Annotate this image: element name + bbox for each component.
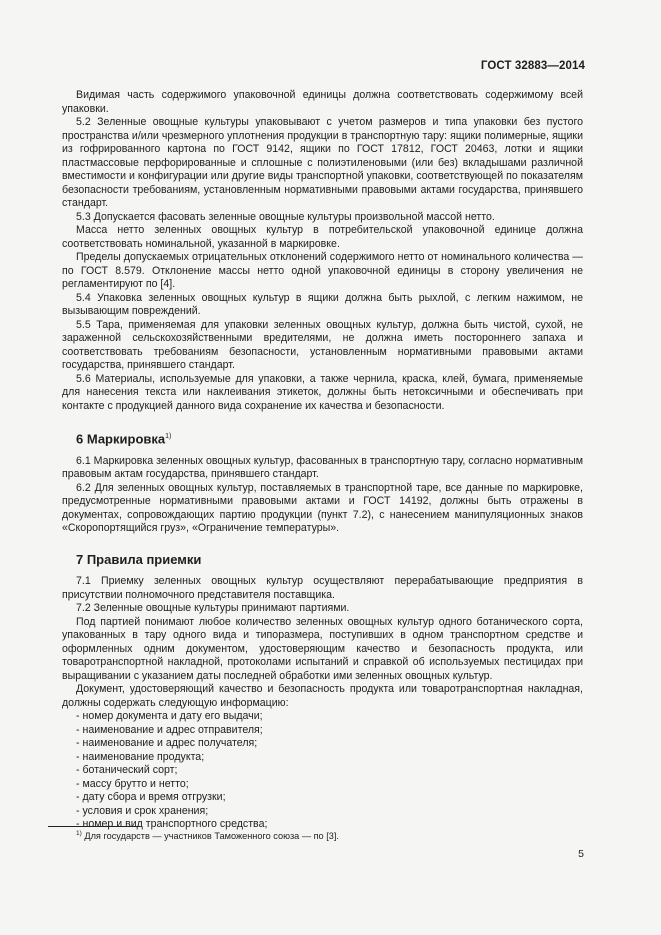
paragraph: Видимая часть содержимого упаковочной единицы должна соответствовать содержимому всей упаковки.	[62, 89, 583, 115]
list-item: - номер документа и дату его выдачи;	[76, 710, 263, 723]
required-info-list	[62, 710, 583, 832]
page-number: 5	[578, 848, 584, 860]
section-heading-marking	[62, 430, 583, 446]
paragraph: Под партией понимают любое количество зеленных овощных культур одного ботанического сорта, упакованных в тару одного вида и типоразмера, поступивших в одном транспортном средстве и оформленных одним документом, удостоверяющим качество и безопасность продукта, или товаротранспортной накладной, протоколами испытаний и справкой об используемых пестицидах при выращивании с указанием даты последней обработки ими зеленных овощных культур.	[62, 615, 583, 682]
list-item: - условия и срок хранения;	[76, 804, 209, 817]
page-body	[62, 89, 583, 832]
list-item: - дату сбора и время отгрузки;	[76, 791, 226, 804]
paragraph: 5.4 Упаковка зеленных овощных культур в ящики должна быть рыхлой, с легким нажимом, не вызывающим повреждений.	[62, 291, 583, 317]
paragraph: Масса нетто зеленных овощных культур в потребительской упаковочной единице должна соответствовать номинальной, указанной в маркировке.	[62, 224, 583, 250]
footnote	[76, 830, 339, 841]
section-heading-acceptance: 7 Правила приемки	[76, 551, 202, 567]
list-item: - ботанический сорт;	[76, 764, 178, 777]
list-item: - наименование и адрес получателя;	[76, 737, 258, 750]
footnote-mark: 1)	[76, 830, 82, 837]
document-number: ГОСТ 32883—2014	[480, 60, 585, 72]
paragraph: Пределы допускаемых отрицательных отклонений содержимого нетто от номинального количества — по ГОСТ 8.579. Отклонение массы нетто одной упаковочной единицы в сторону увеличения не регламентируют по [4].	[62, 251, 583, 290]
footnote-divider	[48, 826, 140, 827]
section-title: 6 Маркировка	[76, 431, 166, 447]
paragraph: 6.1 Маркировка зеленных овощных культур, фасованных в транспортную тару, согласно нормативным правовым актам государства, принявшего стандарт.	[62, 454, 583, 481]
paragraph: 6.2 Для зеленных овощных культур, поставляемых в транспортной таре, все данные по маркировке, предусмотренные нормативными правовыми актами и ГОСТ 14192, должны быть отражены в документах, сопровождающих партию продукции (пункт 7.2), с нанесением манипуляционных знаков «Скоропортящийся груз», «Ограничение температуры».	[62, 481, 583, 535]
list-item: - массу брутто и нетто;	[76, 777, 189, 790]
paragraph: 7.1 Приемку зеленных овощных культур осуществляют перерабатывающие предприятия в присутствии полномочного представителя поставщика.	[62, 575, 583, 601]
paragraph: 5.2 Зеленные овощные культуры упаковывают с учетом размеров и типа упаковки без пустого пространства и/или чрезмерного уплотнения продукции в транспортную тару: ящики полимерные, ящики из гофрированного картона по ГОСТ 9142, ящики по ГОСТ 17812, ГОСТ 20463, лотки и ящики пластмассовые перфорированные и сплошные с полиэтиленовыми (или без) вкладышами различной вместимости и конфигурации или другие виды транспортной упаковки, соответствующей по показателям безопасности требованиям, установленным нормативными правовыми актами государства, принявшего стандарт.	[62, 116, 583, 209]
list-item: - наименование и адрес отправителя;	[76, 723, 263, 736]
paragraph: 5.3 Допускается фасовать зеленные овощные культуры произвольной массой нетто.	[76, 210, 495, 223]
paragraph: Документ, удостоверяющий качество и безопасность продукта или товаротранспортная накладная, должны содержать следующую информацию:	[62, 683, 583, 709]
paragraph: 5.5 Тара, применяемая для упаковки зеленных овощных культур, должна быть чистой, сухой, не зараженной сельскохозяйственными вредителями, не должна иметь постороннего запаха и соответствовать требованиям безопасности, установленным нормативными правовыми актами государства, принявшего стандарт.	[62, 318, 583, 371]
paragraph: 5.6 Материалы, используемые для упаковки, а также чернила, краска, клей, бумага, применяемые для нанесения текста или наклеивания этикеток, должны быть нетоксичными и обеспечивать при контакте с продукцией данного вида сохранение их качества и безопасности.	[62, 372, 583, 412]
paragraph: 7.2 Зеленные овощные культуры принимают партиями.	[76, 602, 350, 615]
list-item: - наименование продукта;	[76, 750, 205, 763]
list-item: - номер и вид транспортного средства;	[76, 818, 268, 831]
footnote-reference: 1)	[165, 433, 172, 440]
footnote-text: Для государств — участников Таможенного союза — по [3].	[84, 831, 339, 842]
